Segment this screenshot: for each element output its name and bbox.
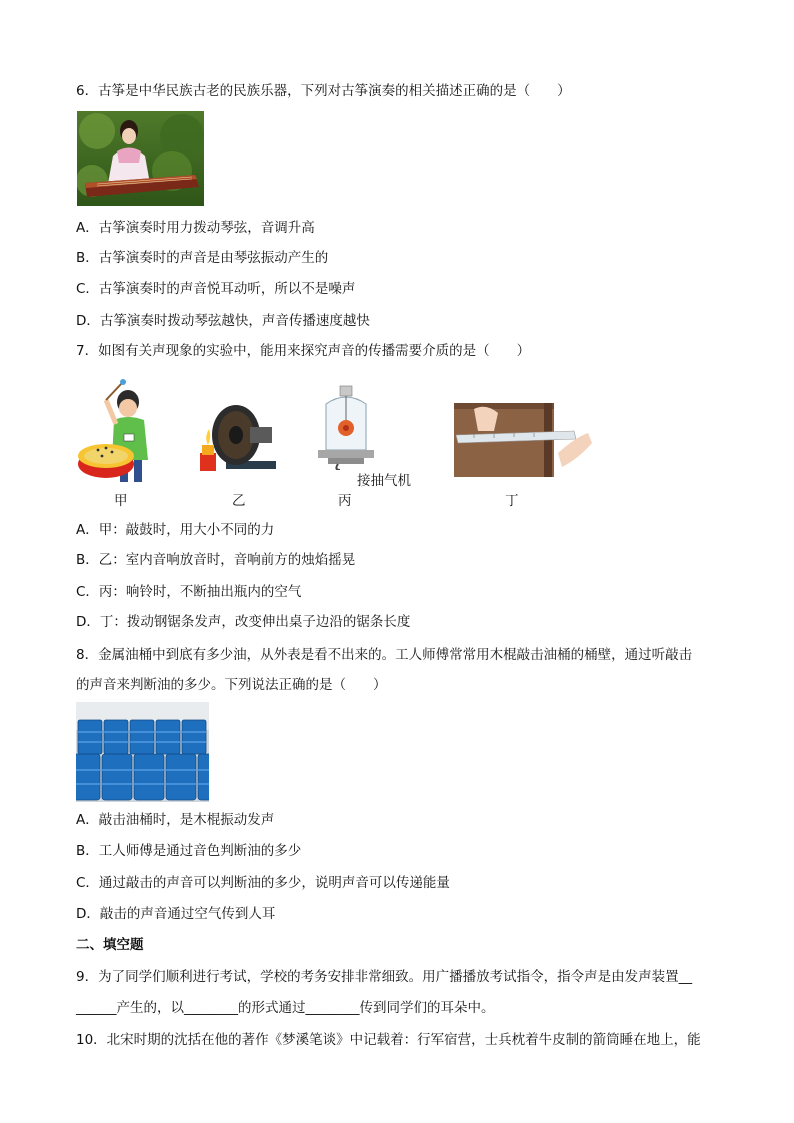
q6-stem: 6．古筝是中华民族古老的民族乐器，下列对古筝演奏的相关描述正确的是（ ） (76, 83, 571, 99)
figure-label-ding: 丁 (505, 493, 519, 509)
bell-jar-figure (316, 384, 376, 470)
q8-option-d: D．敲击的声音通过空气传到人耳 (76, 906, 276, 922)
q10-line1: 10．北宋时期的沈括在他的著作《梦溪笔谈》中记载着：行军宿营，士兵枕着牛皮制的箭筒睡在地上，能 (76, 1032, 701, 1048)
section-title: 二、填空题 (76, 937, 144, 953)
q7-option-c: C．丙：响铃时，不断抽出瓶内的空气 (76, 584, 302, 600)
q7-option-a: A．甲：敲鼓时，用大小不同的力 (76, 522, 275, 538)
speaker-candle-figure (194, 401, 280, 473)
q7-option-b: B．乙：室内音响放音时，音响前方的烛焰摇晃 (76, 552, 356, 568)
pump-label: 接抽气机 (357, 473, 411, 489)
q6-option-d: D．古筝演奏时拨动琴弦越快，声音传播速度越快 (76, 313, 370, 329)
drum-figure (76, 378, 166, 486)
q6-option-b: B．古筝演奏时的声音是由琴弦振动产生的 (76, 250, 329, 266)
oil-barrels-photo (76, 702, 209, 802)
q6-option-c: C．古筝演奏时的声音悦耳动听，所以不是噪声 (76, 281, 356, 297)
q9-line1: 9．为了同学们顺利进行考试，学校的考务安排非常细致。用广播播放考试指令，指令声是由发声装置__ (76, 969, 693, 985)
ruler-table-figure (454, 403, 594, 477)
q8-option-b: B．工人师傅是通过音色判断油的多少 (76, 843, 302, 859)
q6-option-a: A．古筝演奏时用力拨动琴弦，音调升高 (76, 220, 315, 236)
q7-option-d: D．丁：拨动钢锯条发声，改变伸出桌子边沿的锯条长度 (76, 614, 411, 630)
q8-stem-line2: 的声音来判断油的多少。下列说法正确的是（ ） (76, 677, 387, 693)
figure-label-yi: 乙 (232, 493, 246, 509)
figure-label-bing: 丙 (338, 493, 352, 509)
figure-label-jia: 甲 (114, 493, 128, 509)
q8-stem-line1: 8．金属油桶中到底有多少油，从外表是看不出来的。工人师傅常常用木棍敲击油桶的桶壁，通过听敲击 (76, 647, 693, 663)
q8-option-c: C．通过敲击的声音可以判断油的多少，说明声音可以传递能量 (76, 875, 450, 891)
guzheng-photo (77, 111, 204, 206)
q7-stem: 7．如图有关声现象的实验中，能用来探究声音的传播需要介质的是（ ） (76, 343, 531, 359)
q8-option-a: A．敲击油桶时，是木棍振动发声 (76, 812, 275, 828)
q9-line2: ______产生的，以________的形式通过________传到同学们的耳朵中。 (76, 1000, 495, 1016)
